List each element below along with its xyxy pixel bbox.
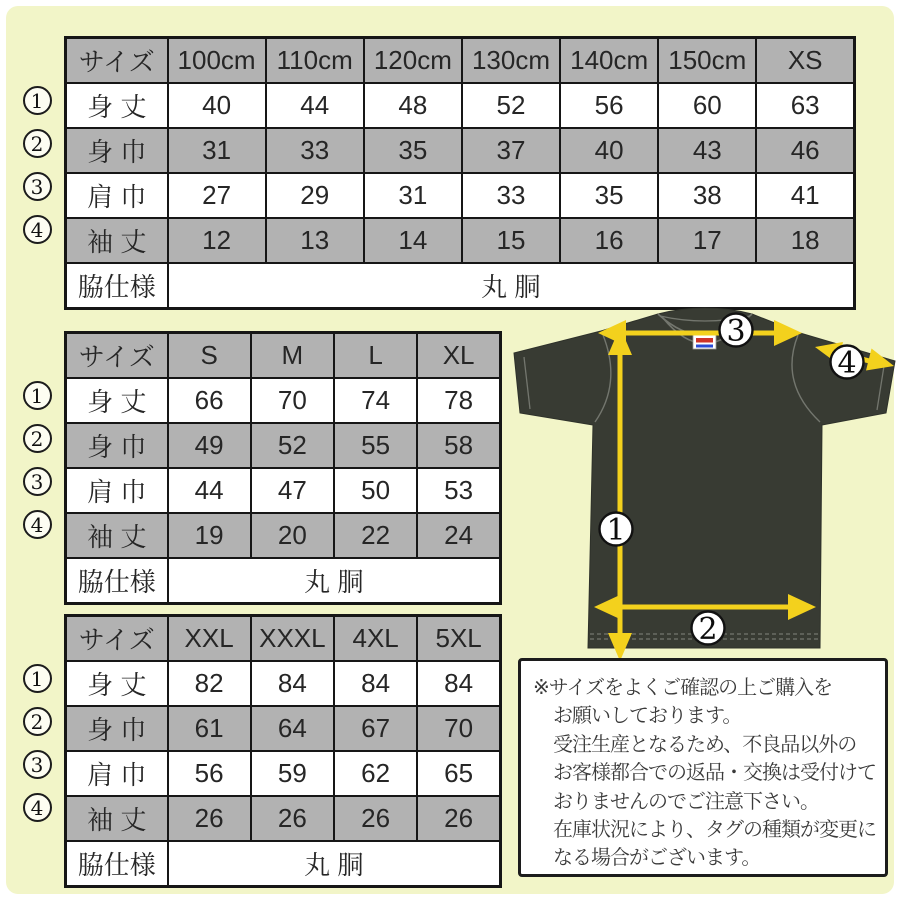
table-row xyxy=(66,83,855,128)
table-row xyxy=(66,378,501,423)
size-header-cell: M xyxy=(251,333,334,379)
size-header-cell: サイズ xyxy=(66,38,168,84)
side-spec-value: 丸 胴 xyxy=(168,263,855,309)
size-header-cell: サイズ xyxy=(66,333,168,379)
size-value: 13 xyxy=(266,218,364,263)
size-table-adult xyxy=(64,331,502,605)
size-value: 14 xyxy=(364,218,462,263)
svg-text:1: 1 xyxy=(606,513,626,548)
size-value: 84 xyxy=(334,661,417,706)
notice-line: お願いしております。 xyxy=(553,705,742,728)
size-value: 35 xyxy=(364,128,462,173)
size-header-cell: サイズ xyxy=(66,616,168,662)
row-label: 肩 巾 xyxy=(66,751,168,796)
size-value: 52 xyxy=(251,423,334,468)
size-value: 65 xyxy=(417,751,500,796)
size-header-cell: XXXL xyxy=(251,616,334,662)
row-label: 袖 丈 xyxy=(66,796,168,841)
size-value: 53 xyxy=(417,468,500,513)
notice-line: なる場合がございます。 xyxy=(553,847,761,870)
row-label: 袖 丈 xyxy=(66,218,168,263)
notice-line: お客様都合での返品・交換は受付けて xyxy=(553,762,876,785)
big-row-markers xyxy=(20,657,54,829)
circled-number-3: 3 xyxy=(23,172,52,201)
notice-line: 在庫状況により、タグの種類が変更に xyxy=(553,819,876,842)
size-value: 37 xyxy=(462,128,560,173)
row-label: 身 丈 xyxy=(66,661,168,706)
notice-line: 受注生産となるため、不良品以外の xyxy=(553,733,857,756)
size-value: 26 xyxy=(417,796,500,841)
row-label: 身 丈 xyxy=(66,83,168,128)
row-label: 肩 巾 xyxy=(66,468,168,513)
circled-number-1: 1 xyxy=(23,381,52,410)
table-row xyxy=(66,796,501,841)
table-row xyxy=(66,513,501,558)
side-spec-value: 丸 胴 xyxy=(168,841,501,887)
size-value: 56 xyxy=(168,751,251,796)
size-value: 64 xyxy=(251,706,334,751)
size-value: 35 xyxy=(560,173,658,218)
size-header-cell: XS xyxy=(756,38,854,84)
size-value: 38 xyxy=(658,173,756,218)
size-value: 18 xyxy=(756,218,854,263)
circled-number-3: 3 xyxy=(23,467,52,496)
circled-number-4: 4 xyxy=(23,793,52,822)
marker-1 xyxy=(20,374,54,417)
size-table-adult-wrap xyxy=(30,331,502,605)
size-value: 24 xyxy=(417,513,500,558)
size-value: 47 xyxy=(251,468,334,513)
row-label: 身 巾 xyxy=(66,706,168,751)
table-footer-row xyxy=(66,558,501,604)
size-value: 82 xyxy=(168,661,251,706)
size-value: 26 xyxy=(168,796,251,841)
size-value: 33 xyxy=(462,173,560,218)
size-value: 41 xyxy=(756,173,854,218)
circled-number-1: 1 xyxy=(23,86,52,115)
size-value: 60 xyxy=(658,83,756,128)
purchase-notice-box xyxy=(518,658,888,877)
size-value: 56 xyxy=(560,83,658,128)
circled-number-1: 1 xyxy=(23,664,52,693)
marker-3 xyxy=(20,743,54,786)
size-header-cell: 150cm xyxy=(658,38,756,84)
size-value: 33 xyxy=(266,128,364,173)
marker-2 xyxy=(20,700,54,743)
size-value: 74 xyxy=(334,378,417,423)
marker-4 xyxy=(20,503,54,546)
size-value: 84 xyxy=(417,661,500,706)
size-value: 15 xyxy=(462,218,560,263)
table-row xyxy=(66,751,501,796)
size-value: 44 xyxy=(168,468,251,513)
row-label: 肩 巾 xyxy=(66,173,168,218)
circled-number-4: 4 xyxy=(23,510,52,539)
row-label: 袖 丈 xyxy=(66,513,168,558)
brand-tag-icon xyxy=(693,335,716,349)
table-row xyxy=(66,706,501,751)
marker-3 xyxy=(20,460,54,503)
table-row xyxy=(66,218,855,263)
size-value: 16 xyxy=(560,218,658,263)
size-value: 59 xyxy=(251,751,334,796)
svg-text:3: 3 xyxy=(726,314,746,349)
size-header-cell: XXL xyxy=(168,616,251,662)
marker-4 xyxy=(20,208,54,251)
circled-number-4: 4 xyxy=(23,215,52,244)
size-value: 70 xyxy=(417,706,500,751)
size-header-cell: 130cm xyxy=(462,38,560,84)
notice-line: おりませんのでご注意下さい。 xyxy=(553,790,819,813)
size-value: 19 xyxy=(168,513,251,558)
circled-number-2: 2 xyxy=(23,129,52,158)
size-value: 58 xyxy=(417,423,500,468)
table-row xyxy=(66,128,855,173)
size-value: 29 xyxy=(266,173,364,218)
circled-number-2: 2 xyxy=(23,424,52,453)
size-value: 50 xyxy=(334,468,417,513)
table-row xyxy=(66,423,501,468)
table-row xyxy=(66,661,501,706)
size-table-kids xyxy=(64,36,856,310)
marker-2 xyxy=(20,417,54,460)
size-value: 43 xyxy=(658,128,756,173)
size-header-cell: XL xyxy=(417,333,500,379)
kids-row-markers xyxy=(20,79,54,251)
size-table-big xyxy=(64,614,502,888)
circled-number-3: 3 xyxy=(23,750,52,779)
size-value: 31 xyxy=(364,173,462,218)
size-value: 40 xyxy=(168,83,266,128)
size-value: 17 xyxy=(658,218,756,263)
adult-row-markers xyxy=(20,374,54,546)
size-value: 66 xyxy=(168,378,251,423)
size-value: 49 xyxy=(168,423,251,468)
size-value: 63 xyxy=(756,83,854,128)
marker-4 xyxy=(20,786,54,829)
size-value: 27 xyxy=(168,173,266,218)
size-value: 22 xyxy=(334,513,417,558)
svg-text:2: 2 xyxy=(698,612,718,647)
size-value: 44 xyxy=(266,83,364,128)
size-value: 40 xyxy=(560,128,658,173)
size-value: 84 xyxy=(251,661,334,706)
size-value: 70 xyxy=(251,378,334,423)
size-value: 48 xyxy=(364,83,462,128)
size-value: 26 xyxy=(334,796,417,841)
size-header-cell: 120cm xyxy=(364,38,462,84)
table-footer-row xyxy=(66,841,501,887)
svg-text:4: 4 xyxy=(837,346,857,381)
circled-number-2: 2 xyxy=(23,707,52,736)
size-header-cell: 140cm xyxy=(560,38,658,84)
size-value: 67 xyxy=(334,706,417,751)
marker-1 xyxy=(20,657,54,700)
size-header-cell: S xyxy=(168,333,251,379)
marker-1 xyxy=(20,79,54,122)
marker-3 xyxy=(20,165,54,208)
size-value: 62 xyxy=(334,751,417,796)
row-label: 身 丈 xyxy=(66,378,168,423)
size-table-kids-wrap xyxy=(30,36,856,310)
tshirt-measure-diagram xyxy=(500,295,900,670)
size-value: 31 xyxy=(168,128,266,173)
size-header-cell: 100cm xyxy=(168,38,266,84)
size-value: 12 xyxy=(168,218,266,263)
size-header-cell: 110cm xyxy=(266,38,364,84)
row-label: 身 巾 xyxy=(66,423,168,468)
size-header-cell: 4XL xyxy=(334,616,417,662)
size-header-cell: 5XL xyxy=(417,616,500,662)
size-value: 26 xyxy=(251,796,334,841)
size-value: 20 xyxy=(251,513,334,558)
row-label: 身 巾 xyxy=(66,128,168,173)
size-value: 55 xyxy=(334,423,417,468)
row-label: 脇仕様 xyxy=(66,841,168,887)
row-label: 脇仕様 xyxy=(66,263,168,309)
row-label: 脇仕様 xyxy=(66,558,168,604)
notice-line: ※サイズをよくご確認の上ご購入を xyxy=(533,677,833,699)
size-value: 52 xyxy=(462,83,560,128)
size-value: 78 xyxy=(417,378,500,423)
size-table-big-wrap xyxy=(30,614,502,888)
size-header-cell: L xyxy=(334,333,417,379)
table-row xyxy=(66,468,501,513)
table-row xyxy=(66,173,855,218)
side-spec-value: 丸 胴 xyxy=(168,558,501,604)
size-value: 46 xyxy=(756,128,854,173)
size-value: 61 xyxy=(168,706,251,751)
marker-2 xyxy=(20,122,54,165)
